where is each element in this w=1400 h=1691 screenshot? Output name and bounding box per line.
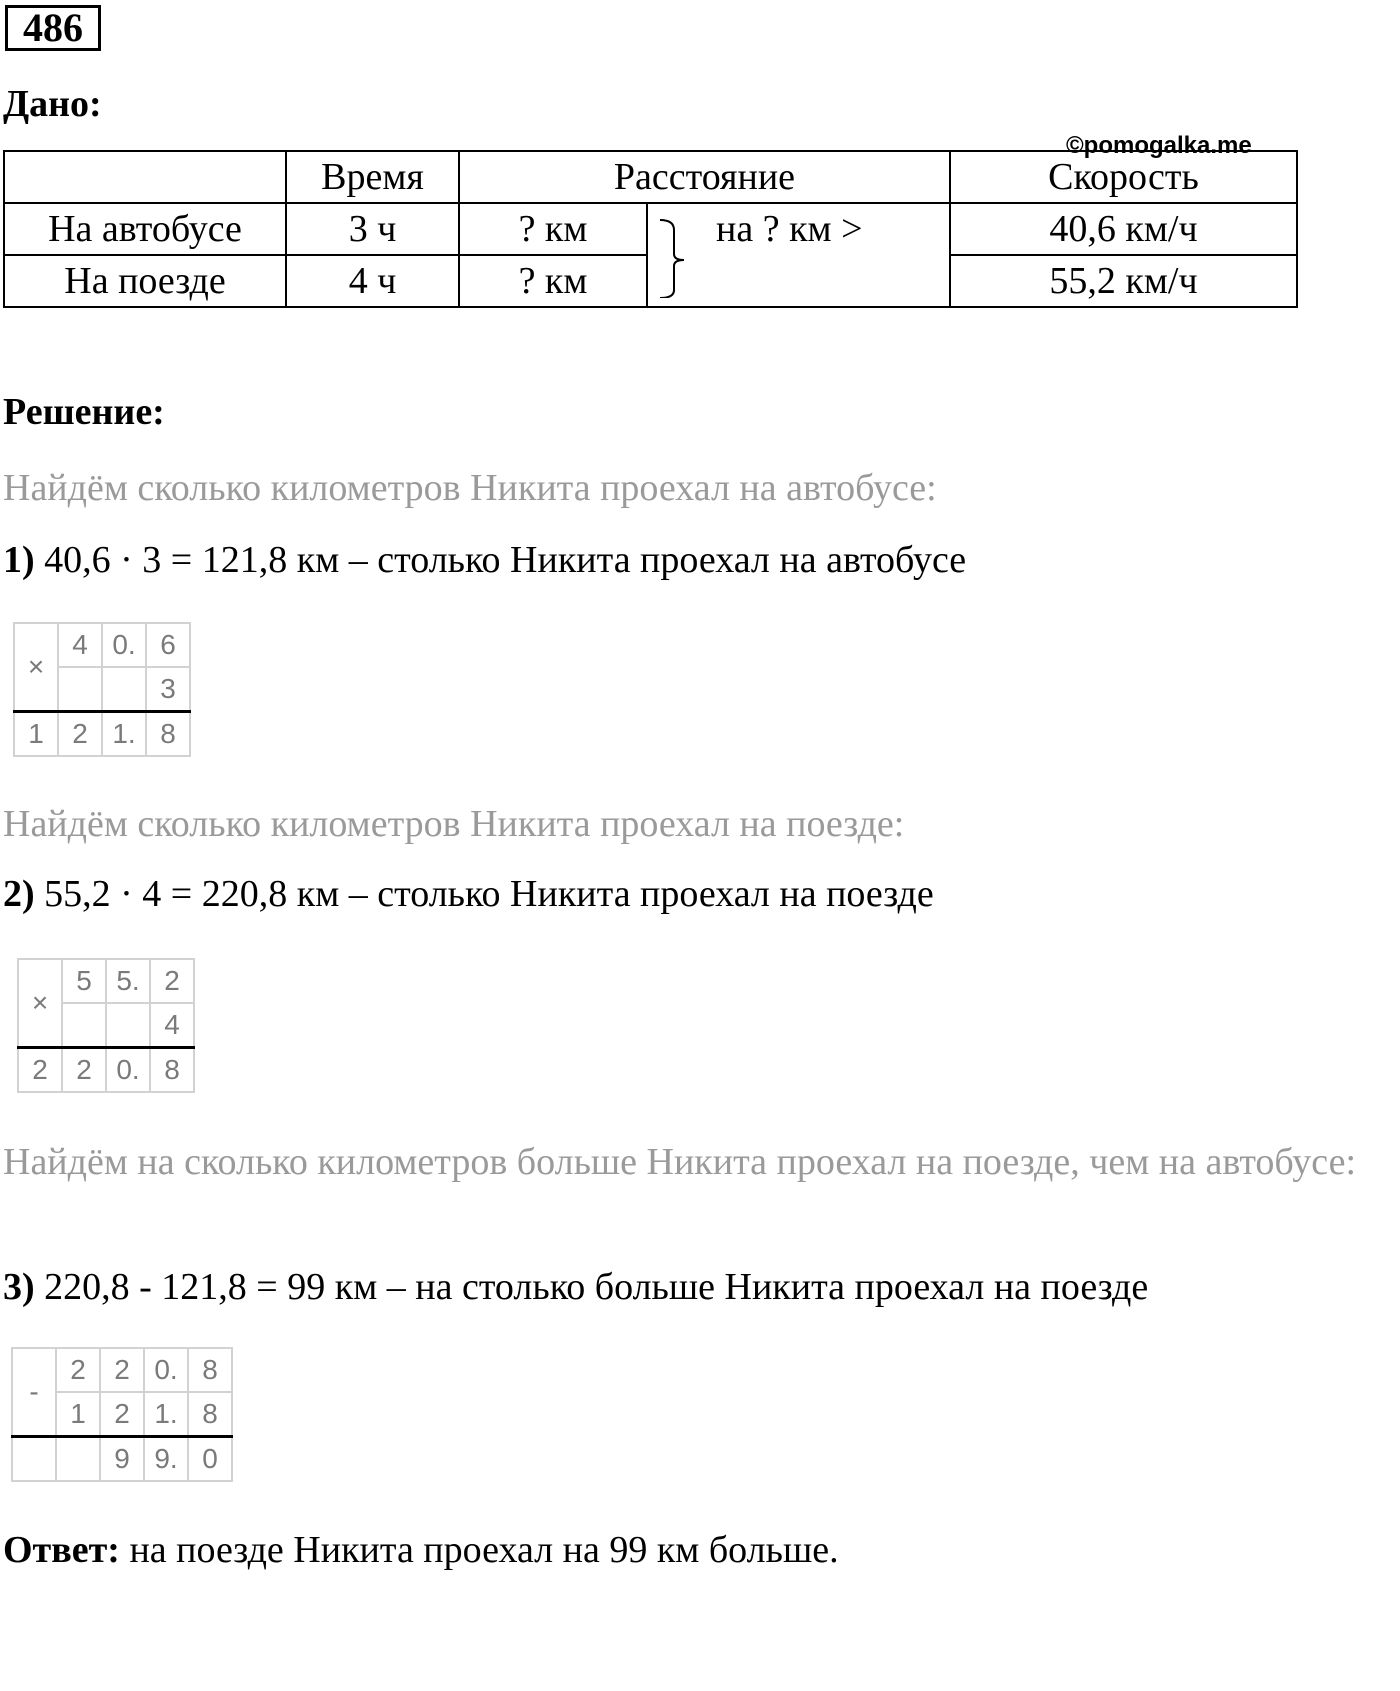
column-cell [106,1003,150,1048]
task-number: 486 [5,5,101,51]
column-cell: 1 [56,1392,100,1437]
column-result-cell: 8 [150,1048,194,1093]
column-cell: 2 [150,959,194,1003]
column-result-cell [12,1437,56,1482]
step-2-hint: Найдём сколько километров Никита проехал на поезде: [3,803,905,845]
column-result-cell: 1 [14,712,58,757]
column-result-cell [56,1437,100,1482]
column-result-cell: 0 [188,1437,232,1482]
step-2-text: 55,2 · 4 = 220,8 км – столько Никита проехал на поезде [34,873,934,915]
step-1-hint: Найдём сколько километров Никита проехал на автобусе: [3,467,937,509]
column-cell: 2 [100,1392,144,1437]
step-2-column [17,958,195,1093]
step-3-text: 220,8 - 121,8 = 99 км – на столько больше Никита проехал на поезде [34,1266,1149,1308]
watermark: ©pomogalka.me [1066,132,1252,159]
row-distance: ? км [459,255,647,307]
given-row-bus [4,203,1297,255]
answer-line [3,1528,839,1572]
step-1-text: 40,6 · 3 = 121,8 км – столько Никита проехал на автобусе [34,539,967,581]
step-2-number: 2) [3,873,35,915]
row-speed: 55,2 км/ч [950,255,1297,307]
column-operator: - [12,1348,56,1437]
column-result-cell: 9. [144,1437,188,1482]
step-3-line [3,1265,1148,1309]
column-cell: 3 [146,667,190,712]
column-result-cell: 9 [100,1437,144,1482]
given-header-row [4,151,1297,203]
comparison-cell [647,203,950,307]
column-cell: 5 [62,959,106,1003]
column-cell [58,667,102,712]
step-3-number: 3) [3,1266,35,1308]
column-cell: 4 [58,623,102,667]
step-2-line [3,872,934,916]
row-label: На поезде [4,255,286,307]
column-result-cell: 1. [102,712,146,757]
given-heading: Дано: [3,83,102,125]
header-time: Время [286,151,459,203]
column-result-cell: 8 [146,712,190,757]
column-cell: 2 [100,1348,144,1392]
row-time: 3 ч [286,203,459,255]
column-result-cell: 2 [18,1048,62,1093]
column-operator: × [18,959,62,1048]
column-result-cell: 2 [58,712,102,757]
answer-text: на поезде Никита проехал на 99 км больше. [119,1529,839,1571]
row-label: На автобусе [4,203,286,255]
column-cell: 8 [188,1348,232,1392]
given-table [3,150,1298,308]
step-3-hint: Найдём на сколько километров больше Никита проехал на поезде, чем на автобусе: [3,1141,1357,1183]
column-cell: 2 [56,1348,100,1392]
header-distance: Расстояние [459,151,950,203]
step-3-column [11,1347,233,1482]
column-cell: 6 [146,623,190,667]
header-empty [4,151,286,203]
column-cell: 4 [150,1003,194,1048]
brace-icon [654,218,694,298]
column-result-cell: 2 [62,1048,106,1093]
column-cell [102,667,146,712]
row-time: 4 ч [286,255,459,307]
column-result-cell: 0. [106,1048,150,1093]
row-speed: 40,6 км/ч [950,203,1297,255]
step-1-line [3,538,966,582]
column-cell: 8 [188,1392,232,1437]
solution-heading: Решение: [3,391,165,433]
column-cell: 0. [102,623,146,667]
column-cell [62,1003,106,1048]
step-1-number: 1) [3,539,35,581]
comparison-text: на ? км > [716,208,863,250]
row-distance: ? км [459,203,647,255]
column-operator: × [14,623,58,712]
step-1-column [13,622,191,757]
answer-label: Ответ: [3,1529,120,1571]
column-cell: 0. [144,1348,188,1392]
header-speed: Скорость [950,151,1297,203]
column-cell: 5. [106,959,150,1003]
column-cell: 1. [144,1392,188,1437]
